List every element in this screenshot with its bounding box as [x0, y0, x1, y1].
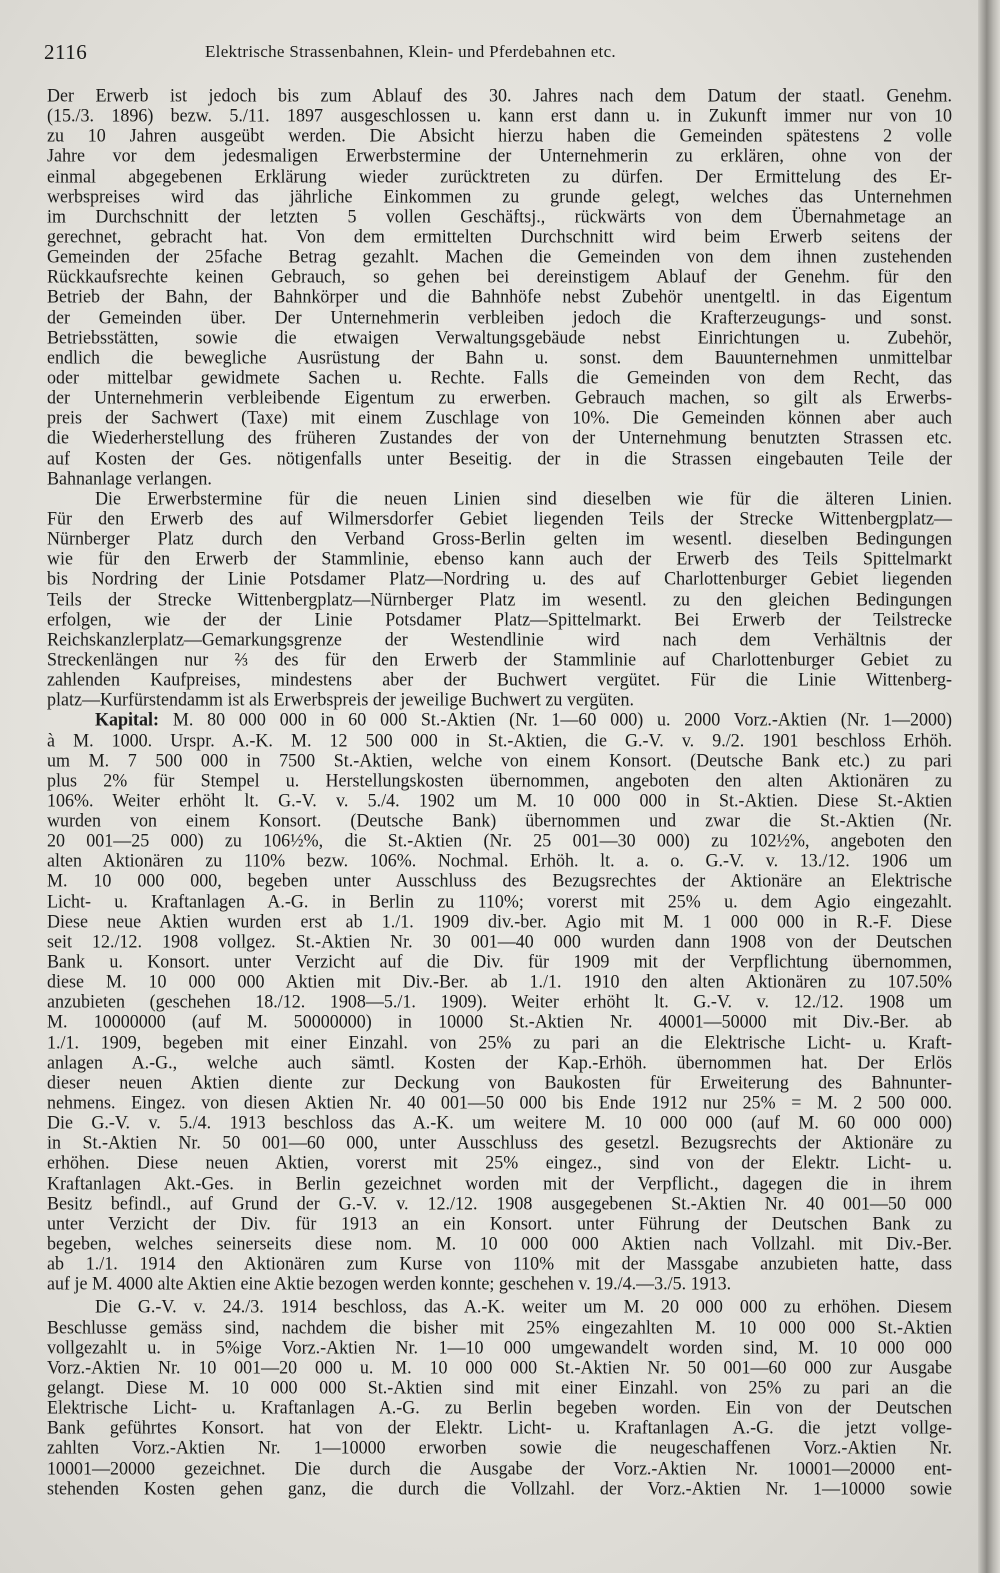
text-line: Teils der Strecke Wittenbergplatz—Nürnberger Platz im wesentl. zu den gleichen Bedingungen	[47, 588, 952, 610]
text-line: seit 12./12. 1908 vollgez. St.-Aktien Nr. 30 001—40 000 wurden dann 1908 von der Deutschen	[47, 930, 952, 952]
section-label: Kapital:	[95, 708, 160, 730]
text-line: um M. 7 500 000 in 7500 St.-Aktien, welche von einem Konsort. (Deutsche Bank etc.) zu pari	[47, 749, 952, 771]
text-line: endlich die bewegliche Ausrüstung der Bahn u. sonst. dem Bauunternehmen unmittelbar	[47, 346, 952, 368]
text-line: vollgezahlt u. in 5%ige Vorz.-Aktien Nr. 1—10 000 umgewandelt worden sind, M. 10 000 000	[47, 1336, 952, 1358]
text-line: platz—Kurfürstendamm ist als Erwerbspreis der jeweilige Buchwert zu vergüten.	[47, 688, 634, 710]
text-line: plus 2% für Stempel u. Herstellungskosten übernommen, angeboten den alten Aktionären zu	[47, 769, 952, 791]
text-line: bis Nordring der Linie Potsdamer Platz—Nordring u. des auf Charlottenburger Gebiet liegenden	[47, 567, 952, 589]
text-line: M. 10000000 (auf M. 50000000) in 10000 St.-Aktien Nr. 40001—50000 mit Div.-Ber. ab	[47, 1010, 952, 1032]
text-line: einmal abgegebenen Erklärung wieder zurücktreten zu dürfen. Der Ermittelung des Er-	[47, 165, 952, 187]
text-line: anlagen A.-G., welche auch sämtl. Kosten der Kap.-Erhöh. übernommen hat. Der Erlös	[47, 1051, 952, 1073]
text-line: in St.-Aktien Nr. 50 001—60 000, unter Ausschluss des gesetzl. Bezugsrechts der Aktionäre zu	[47, 1131, 952, 1153]
text-line: anzubieten (geschehen 18./12. 1908—5./1. 1909). Weiter erhöht lt. G.-V. v. 12./12. 1908 um	[47, 990, 952, 1012]
text-line: 20 001—25 000) zu 106½%, die St.-Aktien (Nr. 25 001—30 000) zu 102½%, angeboten den	[47, 829, 952, 851]
text-line: dieser neuen Aktien diente zur Deckung von Baukosten für Erweiterung des Bahnunter-	[47, 1071, 952, 1093]
text-line: Kraftanlagen Akt.-Ges. in Berlin gezeichnet worden mit der Verpflicht., dagegen die in ihrem	[47, 1172, 952, 1194]
text-line: gelangt. Diese M. 10 000 000 St.-Aktien sind mit einer Einzahl. von 25% zu pari an die	[47, 1376, 952, 1398]
running-title: Elektrische Strassenbahnen, Klein- und Pferdebahnen etc.	[205, 42, 616, 61]
text-line: begeben, welches seinerseits diese nom. M. 10 000 000 Aktien nach Vollzahl. mit Div.-Ber.	[47, 1232, 952, 1254]
text-line: M. 10 000 000, begeben unter Ausschluss des Bezugsrechtes der Aktionäre an Elektrische	[47, 869, 952, 891]
text-line: unter Verzicht der Div. für 1913 an ein Konsort. unter Führung der Deutschen Bank zu	[47, 1212, 952, 1234]
text-line-content: M. 80 000 000 in 60 000 St.-Aktien (Nr. 1—60 000) u. 2000 Vorz.-Aktien (Nr. 1—2000)	[172, 708, 952, 730]
text-line: Licht- u. Kraftanlagen A.-G. in Berlin zu 110%; vorerst mit 25% u. dem Agio eingezahlt.	[47, 890, 952, 912]
text-line: wie für den Erwerb der Stammlinie, ebenso kann auch der Erwerb des Teils Spittelmarkt	[47, 547, 952, 569]
text-line: zu 10 Jahren ausgeübt werden. Die Absicht hierzu haben die Gemeinden spätestens 2 volle	[47, 124, 952, 146]
text-line: stehenden Kosten gehen ganz, die durch die Vollzahl. der Vorz.-Aktien Nr. 1—10000 sowie	[47, 1477, 952, 1499]
text-line: 106%. Weiter erhöht lt. G.-V. v. 5./4. 1902 um M. 10 000 000 in St.-Aktien. Diese St.-Aktien	[47, 789, 952, 811]
text-line: ab 1./1. 1914 den Aktionären zum Kurse von 110% mit der Massgabe anzubieten hatte, dass	[47, 1252, 952, 1274]
text-line: Der Erwerb ist jedoch bis zum Ablauf des 30. Jahres nach dem Datum der staatl. Genehm.	[47, 84, 952, 106]
paragraph	[47, 488, 952, 710]
text-line: à M. 1000. Urspr. A.-K. M. 12 500 000 in St.-Aktien, die G.-V. v. 9./2. 1901 beschloss Erhöh.	[47, 728, 952, 750]
text-line	[47, 709, 952, 730]
text-line: auf Kosten der Ges. nötigenfalls unter Beseitig. der in die Strassen eingebauten Teile der	[47, 447, 952, 469]
text-line: Die G.-V. v. 5./4. 1913 beschloss das A.-K. um weitere M. 10 000 000 (auf M. 60 000 000)	[47, 1111, 952, 1133]
paragraph	[47, 85, 952, 488]
text-line: Bank u. Konsort. unter Verzicht auf die Div. für 1909 mit der Verpflichtung übernommen,	[47, 950, 952, 972]
text-line: Nürnberger Platz durch den Verband Gross-Berlin gelten im wesentl. dieselben Bedingungen	[47, 527, 952, 549]
text-line: 10001—20000 gezeichnet. Die durch die Ausgabe der Vorz.-Aktien Nr. 10001—20000 ent-	[47, 1457, 952, 1479]
text-line: preis der Sachwert (Taxe) mit einem Zuschlage von 10%. Die Gemeinden können aber auch	[47, 406, 952, 428]
text-line: Reichskanzlerplatz—Gemarkungsgrenze der Westendlinie wird nach dem Verhältnis der	[47, 628, 952, 650]
text-line: die Wiederherstellung des früheren Zustandes der von der Unternehmung benutzten Strassen etc.	[47, 426, 952, 448]
text-line: werbspreises wird das jährliche Einkommen zu grunde gelegt, welches das Unternehmen	[47, 185, 952, 207]
page-number: 2116	[44, 40, 88, 64]
document-body	[47, 85, 952, 1498]
text-line: Für den Erwerb des auf Wilmersdorfer Gebiet liegenden Teils der Strecke Wittenbergplatz—	[47, 507, 952, 529]
text-line: Besitz befindl., auf Grund der G.-V. v. 12./12. 1908 ausgegebenen St.-Aktien Nr. 40 001—50 000	[47, 1192, 952, 1214]
text-line: nehmens. Eingez. von diesen Aktien Nr. 40 001—50 000 bis Ende 1912 nur 25% = M. 2 500 000.	[47, 1091, 952, 1113]
text-line: Rückkaufsrechte keinen Gebrauch, so gehen bei dereinstigem Ablauf der Genehm. für den	[47, 265, 952, 287]
text-line: Betriebsstätten, sowie die etwaigen Verwaltungsgebäude nebst Einrichtungen u. Zubehör,	[47, 326, 952, 348]
text-line: der Unternehmerin verbleibende Eigentum zu erwerben. Gebrauch machen, so gilt als Erwerbs-	[47, 386, 952, 408]
paragraph	[47, 709, 952, 1293]
text-line: 1./1. 1909, begeben mit einer Einzahl. von 25% zu pari an die Elektrische Licht- u. Kraft-	[47, 1031, 952, 1053]
text-line: (15./3. 1896) bezw. 5./11. 1897 ausgeschlossen u. kann erst dann u. in Zukunft immer nur von 10	[47, 104, 952, 126]
text-line: wurden von einem Konsort. (Deutsche Bank) übernommen und zwar die St.-Aktien (Nr.	[47, 809, 952, 831]
text-line: erfolgen, wie der der Linie Potsdamer Platz—Spittelmarkt. Bei Erwerb der Teilstrecke	[47, 608, 952, 630]
text-line: zahlten Vorz.-Aktien Nr. 1—10000 erworben sowie die neugeschaffenen Vorz.-Aktien Nr.	[47, 1436, 952, 1458]
text-line: Streckenlängen nur ⅔ des für den Erwerb der Stammlinie auf Charlottenburger Gebiet zu	[47, 648, 952, 670]
text-line: Vorz.-Aktien Nr. 10 001—20 000 u. M. 10 000 000 St.-Aktien Nr. 50 001—60 000 zur Ausgabe	[47, 1356, 952, 1378]
text-line: Bahnanlage verlangen.	[47, 467, 212, 489]
text-line: im Durchschnitt der letzten 5 vollen Geschäftsj., rückwärts von dem Übernahmetage an	[47, 205, 952, 227]
paragraph	[47, 1296, 952, 1497]
text-line: Die G.-V. v. 24./3. 1914 beschloss, das A.-K. weiter um M. 20 000 000 zu erhöhen. Diesem	[95, 1295, 952, 1317]
text-line: zahlenden Kaufpreises, mindestens aber der Buchwert vergütet. Für die Linie Wittenberg-	[47, 668, 952, 690]
page-binding-edge	[978, 0, 1000, 1573]
text-line: Die Erwerbstermine für die neuen Linien sind dieselben wie für die älteren Linien.	[95, 487, 952, 509]
text-line: auf je M. 4000 alte Aktien eine Aktie bezogen werden konnte; geschehen v. 19./4.—3./5. 1913.	[47, 1272, 732, 1294]
text-line: der Gemeinden über. Der Unternehmerin verbleiben jedoch die Krafterzeugungs- und sonst.	[47, 306, 952, 328]
text-line: Betrieb der Bahn, der Bahnkörper und die Bahnhöfe nebst Zubehör unentgeltl. in das Eigentum	[47, 285, 952, 307]
text-line: Diese neue Aktien wurden erst ab 1./1. 1909 div.-ber. Agio mit M. 1 000 000 in R.-F. Diese	[47, 910, 952, 932]
text-line: Jahre vor dem jedesmaligen Erwerbstermine der Unternehmerin zu erklären, ohne von der	[47, 144, 952, 166]
text-line: oder mittelbar gewidmete Sachen u. Rechte. Falls die Gemeinden von dem Recht, das	[47, 366, 952, 388]
text-line: Elektrische Licht- u. Kraftanlagen A.-G. zu Berlin begeben worden. Ein von der Deutschen	[47, 1396, 952, 1418]
text-line: Beschlusse gemäss sind, nachdem die bisher mit 25% eingezahlten M. 10 000 000 St.-Aktien	[47, 1316, 952, 1338]
text-line: diese M. 10 000 000 Aktien mit Div.-Ber. ab 1./1. 1910 den alten Aktionären zu 107.50%	[47, 970, 952, 992]
text-line: alten Aktionären zu 110% bezw. 106%. Nochmal. Erhöh. lt. a. o. G.-V. v. 13./12. 1906 um	[47, 849, 952, 871]
text-line: erhöhen. Diese neuen Aktien, vorerst mit 25% eingez., sind von der Elektr. Licht- u.	[47, 1151, 952, 1173]
text-line: Gemeinden der 25fache Betrag gezahlt. Machen die Gemeinden von dem ihnen zustehenden	[47, 245, 952, 267]
text-line: Bank geführtes Konsort. hat von der Elektr. Licht- u. Kraftanlagen A.-G. die jetzt vollge-	[47, 1416, 952, 1438]
text-line: gerechnet, gebracht hat. Von dem ermittelten Durchschnitt wird beim Erwerb seitens der	[47, 225, 952, 247]
